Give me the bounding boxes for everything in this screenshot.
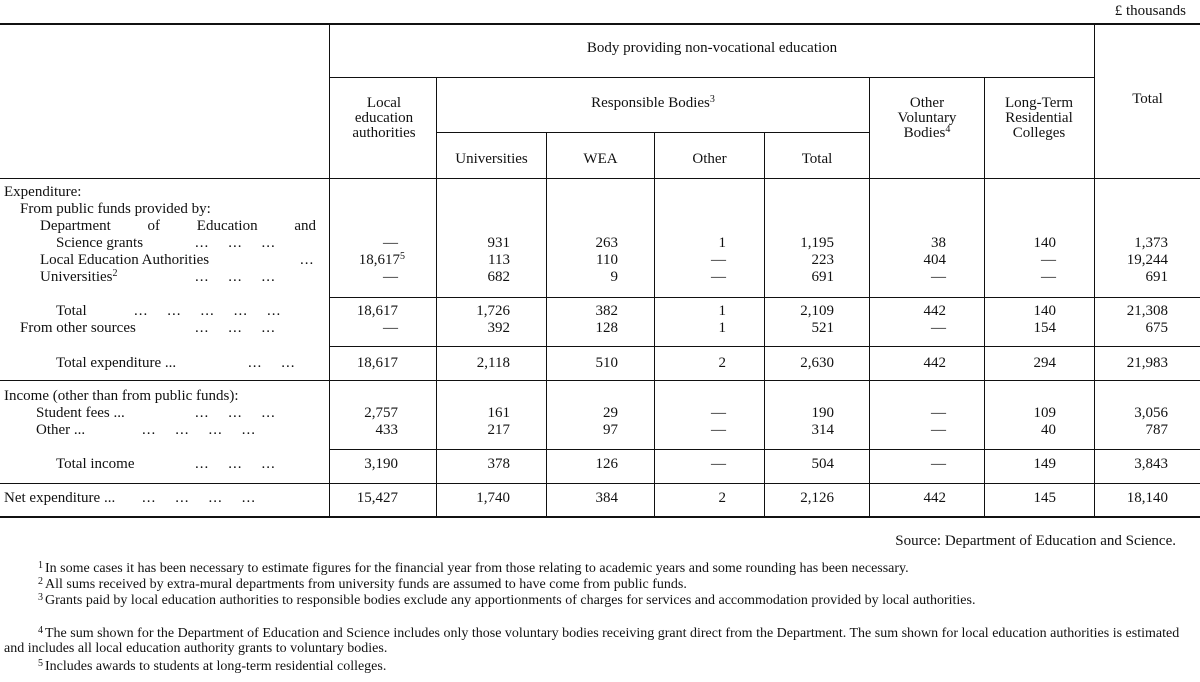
- cell-des-other-voluntary: 38: [931, 235, 946, 251]
- cell-des-lea: —: [383, 235, 398, 251]
- subtotal-rule-3: [330, 449, 1200, 450]
- cell-other-long-term-colleges: 154: [1033, 320, 1056, 336]
- cell-univ-other: —: [711, 269, 726, 285]
- cell-totexp-wea: 510: [595, 355, 618, 371]
- header-body: Body providing non-vocational education: [586, 40, 838, 56]
- cell-other-universities: 392: [487, 320, 510, 336]
- footnote-1: $^1$ In some cases it has been necessary to estimate figures for the financial year from those relating to academic years and some rounding has been necessary.: [38, 560, 909, 576]
- col-rule-stub: [329, 23, 330, 516]
- col-rule-rbtotal: [869, 77, 870, 516]
- label-total: Total: [56, 303, 87, 319]
- header-wea: WEA: [583, 151, 618, 167]
- col-rule-univ: [546, 132, 547, 516]
- cell-totexp-rb-total: 2,630: [800, 355, 834, 371]
- footnote-5: $^5$ Includes awards to students at long-term residential colleges.: [38, 658, 387, 674]
- cell-total-universities: 1,726: [476, 303, 510, 319]
- cell-lea-lea: 18,617$^5$: [358, 251, 405, 268]
- cell-univ-long-term-colleges: —: [1041, 269, 1056, 285]
- cell-other-rb-total: 521: [811, 320, 834, 336]
- cell-total-total: 21,308: [1126, 303, 1168, 319]
- table-top-rule: [0, 23, 1200, 25]
- label-des-line1: Department of Education and: [40, 218, 316, 234]
- label-total-expenditure: Total expenditure ...: [56, 355, 177, 371]
- cell-totexp-total: 21,983: [1126, 355, 1168, 371]
- cell-incother-rb-total: 314: [811, 422, 834, 438]
- label-expenditure: Expenditure:: [4, 184, 82, 200]
- cell-net-universities: 1,740: [476, 490, 510, 506]
- cell-lea-long-term-colleges: —: [1041, 252, 1056, 268]
- cell-net-other-voluntary: 442: [923, 490, 946, 506]
- cell-incother-other: —: [711, 422, 726, 438]
- cell-fees-long-term-colleges: 109: [1033, 405, 1056, 421]
- header-lea: Local education authorities: [352, 95, 416, 141]
- cell-univ-universities: 682: [487, 269, 510, 285]
- footnote-3: $^3$ Grants paid by local education authorities to responsible bodies exclude any apportionments of charges for services and accommodation provided by local authorities.: [38, 592, 976, 608]
- cell-incother-long-term-colleges: 40: [1041, 422, 1056, 438]
- header-total: Total: [1132, 91, 1163, 107]
- cell-lea-universities: 113: [488, 252, 510, 268]
- cell-net-rb-total: 2,126: [800, 490, 834, 506]
- cell-lea-total: 19,244: [1126, 252, 1168, 268]
- header-rule-responsible: [437, 132, 869, 133]
- cell-incother-lea: 433: [375, 422, 398, 438]
- cell-des-long-term-colleges: 140: [1033, 235, 1056, 251]
- cell-totinc-other: —: [711, 456, 726, 472]
- footnote-4: $^4$ The sum shown for the Department of Education and Science includes only those voluntary bodies receiving grant direct from the Department. The sum shown for local education authorities is estimated and includes all local education authority grants to voluntary bodies.: [4, 625, 1180, 656]
- leader-dots: ... ... ...: [195, 320, 276, 336]
- cell-lea-rb-total: 223: [811, 252, 834, 268]
- col-rule-other: [764, 132, 765, 516]
- cell-lea-wea: 110: [596, 252, 618, 268]
- header-rule-body: [330, 77, 1094, 78]
- cell-net-lea: 15,427: [356, 490, 398, 506]
- cell-incother-universities: 217: [487, 422, 510, 438]
- label-lea-row: Local Education Authorities: [40, 252, 210, 268]
- cell-fees-wea: 29: [603, 405, 618, 421]
- cell-total-long-term-colleges: 140: [1033, 303, 1056, 319]
- leader-dots: ... ...: [248, 355, 296, 371]
- label-other-income: Other ...: [36, 422, 86, 438]
- cell-fees-rb-total: 190: [811, 405, 834, 421]
- cell-net-total: 18,140: [1126, 490, 1168, 506]
- cell-totinc-other-voluntary: —: [931, 456, 946, 472]
- header-other-voluntary-bodies: Other Voluntary Bodies$^4$: [897, 95, 957, 141]
- label-total-income: Total income: [56, 456, 135, 472]
- cell-lea-other: —: [711, 252, 726, 268]
- cell-total-rb-total: 2,109: [800, 303, 834, 319]
- cell-univ-other-voluntary: —: [931, 269, 946, 285]
- cell-other-lea: —: [383, 320, 398, 336]
- cell-univ-total: 691: [1145, 269, 1168, 285]
- cell-univ-wea: 9: [610, 269, 618, 285]
- label-des-line2: Science grants: [56, 235, 144, 251]
- col-rule-lea: [436, 77, 437, 516]
- cell-totinc-total: 3,843: [1134, 456, 1168, 472]
- label-other-sources: From other sources: [20, 320, 136, 336]
- leader-dots: ... ... ...: [195, 405, 276, 421]
- cell-fees-lea: 2,757: [364, 405, 398, 421]
- cell-des-other: 1: [718, 235, 726, 251]
- label-net-expenditure: Net expenditure ...: [4, 490, 116, 506]
- cell-des-total: 1,373: [1134, 235, 1168, 251]
- footnote-2: $^2$ All sums received by extra-mural departments from university funds are assumed to have come from public funds.: [38, 576, 687, 592]
- header-bottom-rule: [0, 178, 1200, 179]
- section-rule-1: [0, 380, 1200, 381]
- cell-totinc-long-term-colleges: 149: [1033, 456, 1056, 472]
- table-bottom-rule: [0, 516, 1200, 518]
- cell-incother-total: 787: [1145, 422, 1168, 438]
- cell-incother-other-voluntary: —: [931, 422, 946, 438]
- cell-totexp-lea: 18,617: [356, 355, 398, 371]
- cell-totinc-universities: 378: [487, 456, 510, 472]
- cell-net-wea: 384: [595, 490, 618, 506]
- cell-fees-universities: 161: [487, 405, 510, 421]
- cell-totexp-other-voluntary: 442: [923, 355, 946, 371]
- subtotal-rule-1: [330, 297, 1200, 298]
- header-long-term-colleges: Long-Term Residential Colleges: [1004, 95, 1074, 141]
- cell-total-other-voluntary: 442: [923, 303, 946, 319]
- subtotal-rule-2: [330, 346, 1200, 347]
- cell-des-wea: 263: [595, 235, 618, 251]
- cell-incother-wea: 97: [603, 422, 618, 438]
- leader-dots: ... ... ... ... ...: [134, 303, 282, 319]
- cell-lea-other-voluntary: 404: [923, 252, 946, 268]
- label-public-funds: From public funds provided by:: [20, 201, 211, 217]
- col-rule-ovb: [984, 77, 985, 516]
- section-rule-2: [0, 483, 1200, 484]
- source-note: Source: Department of Education and Science.: [895, 533, 1176, 549]
- leader-dots: ... ... ...: [195, 269, 276, 285]
- cell-other-total: 675: [1145, 320, 1168, 336]
- cell-fees-total: 3,056: [1134, 405, 1168, 421]
- header-responsible-bodies: Responsible Bodies$^3$: [591, 94, 715, 111]
- cell-fees-other-voluntary: —: [931, 405, 946, 421]
- col-rule-wea: [654, 132, 655, 516]
- cell-totinc-rb-total: 504: [811, 456, 834, 472]
- cell-other-wea: 128: [595, 320, 618, 336]
- cell-other-other-voluntary: —: [931, 320, 946, 336]
- cell-net-other: 2: [718, 490, 726, 506]
- label-income: Income (other than from public funds):: [4, 388, 239, 404]
- cell-des-universities: 931: [487, 235, 510, 251]
- leader-dots: ... ... ... ...: [142, 422, 256, 438]
- header-rb-total: Total: [801, 151, 833, 167]
- cell-total-lea: 18,617: [356, 303, 398, 319]
- cell-totexp-universities: 2,118: [476, 355, 510, 371]
- cell-total-other: 1: [718, 303, 726, 319]
- label-student-fees: Student fees ...: [36, 405, 125, 421]
- cell-des-rb-total: 1,195: [800, 235, 834, 251]
- label-universities-row: Universities$^2$: [40, 268, 118, 285]
- cell-univ-rb-total: 691: [811, 269, 834, 285]
- header-universities: Universities: [455, 151, 528, 167]
- cell-total-wea: 382: [595, 303, 618, 319]
- cell-totexp-long-term-colleges: 294: [1033, 355, 1056, 371]
- leader-dots: ... ... ...: [195, 456, 276, 472]
- leader-dots: ... ... ...: [195, 235, 276, 251]
- unit-label: £ thousands: [1114, 3, 1186, 19]
- cell-univ-lea: —: [383, 269, 398, 285]
- leader-dots: ... ... ... ...: [142, 490, 256, 506]
- header-other: Other: [692, 151, 727, 167]
- cell-net-long-term-colleges: 145: [1033, 490, 1056, 506]
- leader-dots: ...: [300, 252, 315, 268]
- cell-other-other: 1: [718, 320, 726, 336]
- cell-totinc-lea: 3,190: [364, 456, 398, 472]
- cell-totinc-wea: 126: [595, 456, 618, 472]
- cell-totexp-other: 2: [718, 355, 726, 371]
- cell-fees-other: —: [711, 405, 726, 421]
